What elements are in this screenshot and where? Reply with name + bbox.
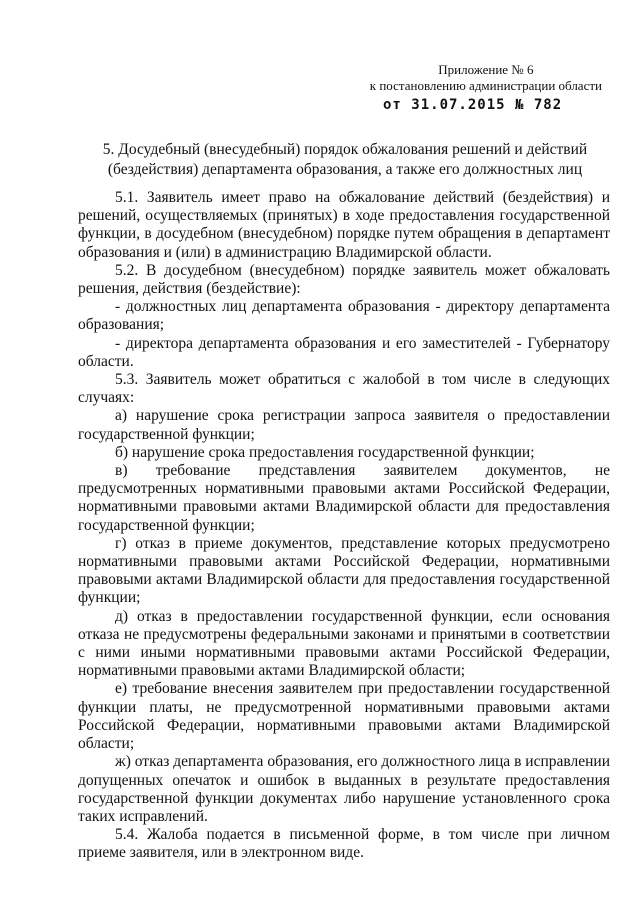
- paragraph-5-4: 5.4. Жалоба подается в письменной форме, в том числе при личном приеме заявителя, или в электронном виде.: [78, 826, 610, 862]
- case-a: а) нарушение срока регистрации запроса заявителя о предоставлении государственной функции;: [78, 407, 610, 443]
- paragraph-5-3: 5.3. Заявитель может обратиться с жалобой в том числе в следующих случаях:: [78, 371, 610, 407]
- list-item-director: - директора департамента образования и его заместителей - Губернатору области.: [78, 334, 610, 370]
- case-v: в) требование представления заявителем документов, не предусмотренных нормативными правовыми актами Российской Федерации, нормативными правовыми актами Владимирской области для предоставления государственной функции;: [78, 462, 610, 534]
- case-d: д) отказ в предоставлении государственной функции, если основания отказа не предусмотрены федеральными законами и принятыми в соответствии с ними иными нормативными правовыми актами Российской Федерации, нормативными правовыми актами Владимирской области;: [78, 607, 610, 680]
- case-b: б) нарушение срока предоставления государственной функции;: [115, 443, 535, 461]
- document-body: [78, 189, 610, 863]
- case-zh: ж) отказ департамента образования, его должностного лица в исправлении допущенных опечаток и ошибок в выданных в результате предоставления государственной функции документах либо нарушение установленного срока таких исправлений.: [78, 753, 610, 825]
- case-e: е) требование внесения заявителем при предоставлении государственной функции платы, не предусмотренной нормативными правовыми актами Российской Федерации, нормативными правовыми актами Владимирской области;: [78, 680, 610, 753]
- case-g: г) отказ в приеме документов, представление которых предусмотрено нормативными правовыми актами Российской Федерации, нормативными правовыми актами Владимирской области для предоставления государственной функции;: [78, 534, 610, 607]
- list-item-officials: - должностных лиц департамента образования - директору департамента образования;: [78, 298, 610, 334]
- date-number-stamp: от 31.07.2015 № 782: [383, 97, 563, 113]
- appendix-header: [370, 62, 602, 94]
- section-title: 5. Досудебный (внесудебный) порядок обжалования решений и действий (бездействия) департамента образования, а также его должностных лиц: [102, 141, 588, 178]
- paragraph-5-2: 5.2. В досудебном (внесудебном) порядке заявитель может обжаловать решения, действия (бездействие):: [78, 261, 610, 298]
- appendix-reference: к постановлению администрации области: [369, 78, 602, 93]
- paragraph-5-1: 5.1. Заявитель имеет право на обжалование действий (бездействия) и решений, осуществляемых (принятых) в ходе предоставления государственной функции, в досудебном (внесудебном) порядке путем обращения в департамент образования и (или) в администрацию Владимирской области.: [78, 189, 610, 261]
- appendix-number: Приложение № 6: [438, 62, 534, 77]
